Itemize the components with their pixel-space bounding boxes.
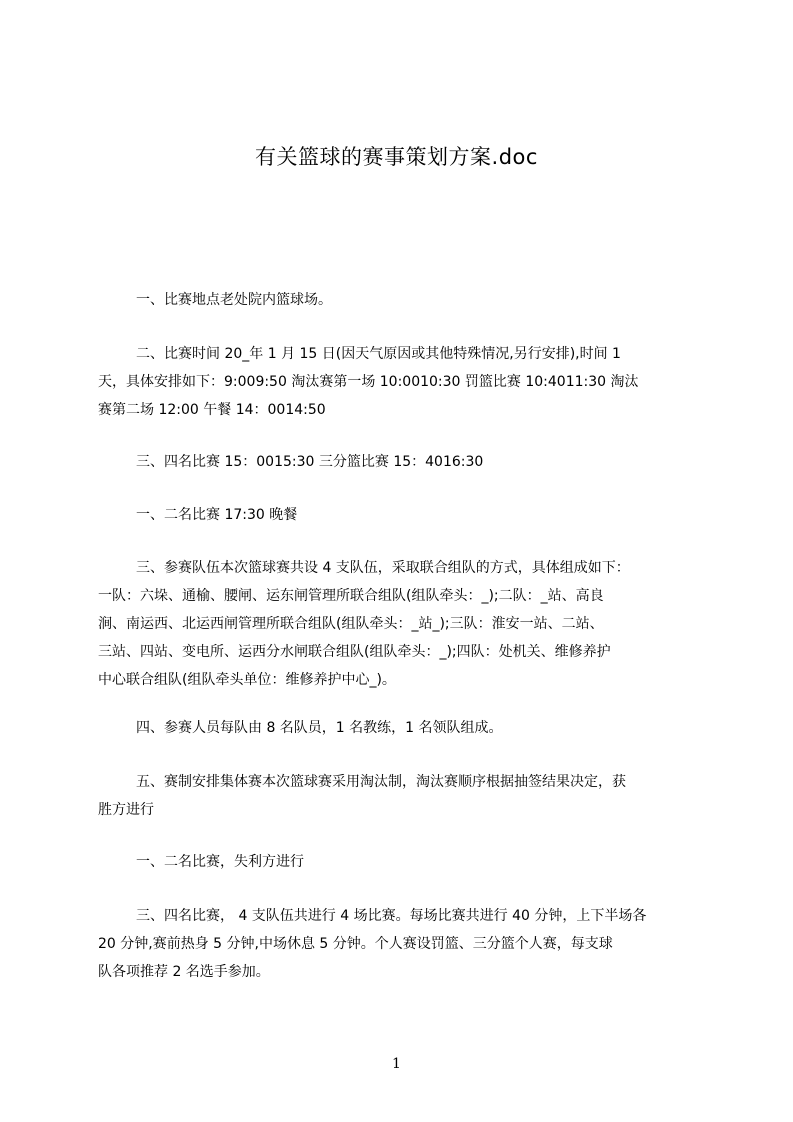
paragraph-line: 涧、南运西、北运西闸管理所联合组队(组队牵头：_站_);三队：淮安一站、二站、 (98, 616, 604, 632)
paragraph-losers (98, 848, 702, 876)
paragraph-line: 二、比赛时间 20_年 1 月 15 日(因天气原因或其他特殊情况,另行安排),时间 1 (136, 346, 621, 362)
paragraph-line: 一、二名比赛 17:30 晚餐 (136, 507, 298, 523)
paragraph-line: 一、二名比赛，失利方进行 (136, 854, 304, 870)
paragraph-schedule (98, 340, 702, 424)
paragraph-line: 中心联合组队(组队牵头单位：维修养护中心_)。 (98, 672, 396, 688)
paragraph-match-rules (98, 902, 702, 986)
paragraph-teams (98, 554, 702, 694)
paragraph-line: 胜方进行 (98, 802, 154, 818)
paragraph-line: 三、四名比赛， 4 支队伍共进行 4 场比赛。每场比赛共进行 40 分钟，上下半场各 (136, 908, 647, 924)
paragraph-line: 一、比赛地点老处院内篮球场。 (136, 292, 332, 308)
paragraph-line: 五、赛制安排集体赛本次篮球赛采用淘汰制，淘汰赛顺序根据抽签结果决定，获 (136, 774, 626, 790)
document-title: 有关篮球的赛事策划方案.doc (255, 145, 538, 169)
paragraph-final-match (98, 501, 702, 529)
paragraph-line: 队各项推荐 2 名选手参加。 (98, 964, 270, 980)
paragraph-line: 三站、四站、变电所、运西分水闸联合组队(组队牵头：_);四队：处机关、维修养护 (98, 644, 611, 660)
paragraph-venue (98, 286, 702, 314)
paragraph-participants (98, 714, 702, 742)
paragraph-line: 四、参赛人员每队由 8 名队员，1 名教练，1 名领队组成。 (136, 720, 503, 736)
page-number: 1 (392, 1056, 401, 1072)
paragraph-line: 三、四名比赛 15：0015:30 三分篮比赛 15：4016:30 (136, 454, 484, 470)
paragraph-third-fourth-match (98, 448, 702, 476)
paragraph-line: 一队：六垛、通榆、腰闸、运东闸管理所联合组队(组队牵头：_);二队：_站、高良 (98, 588, 604, 604)
paragraph-format (98, 768, 702, 824)
paragraph-line: 赛第二场 12:00 午餐 14：0014:50 (98, 402, 326, 418)
paragraph-line: 天，具体安排如下：9:009:50 淘汰赛第一场 10:0010:30 罚篮比赛 10:4011:30 淘汰 (98, 374, 639, 390)
paragraph-line: 20 分钟,赛前热身 5 分钟,中场休息 5 分钟。个人赛设罚篮、三分篮个人赛，每支球 (98, 936, 613, 952)
paragraph-line: 三、参赛队伍本次篮球赛共设 4 支队伍，采取联合组队的方式，具体组成如下： (136, 560, 630, 576)
